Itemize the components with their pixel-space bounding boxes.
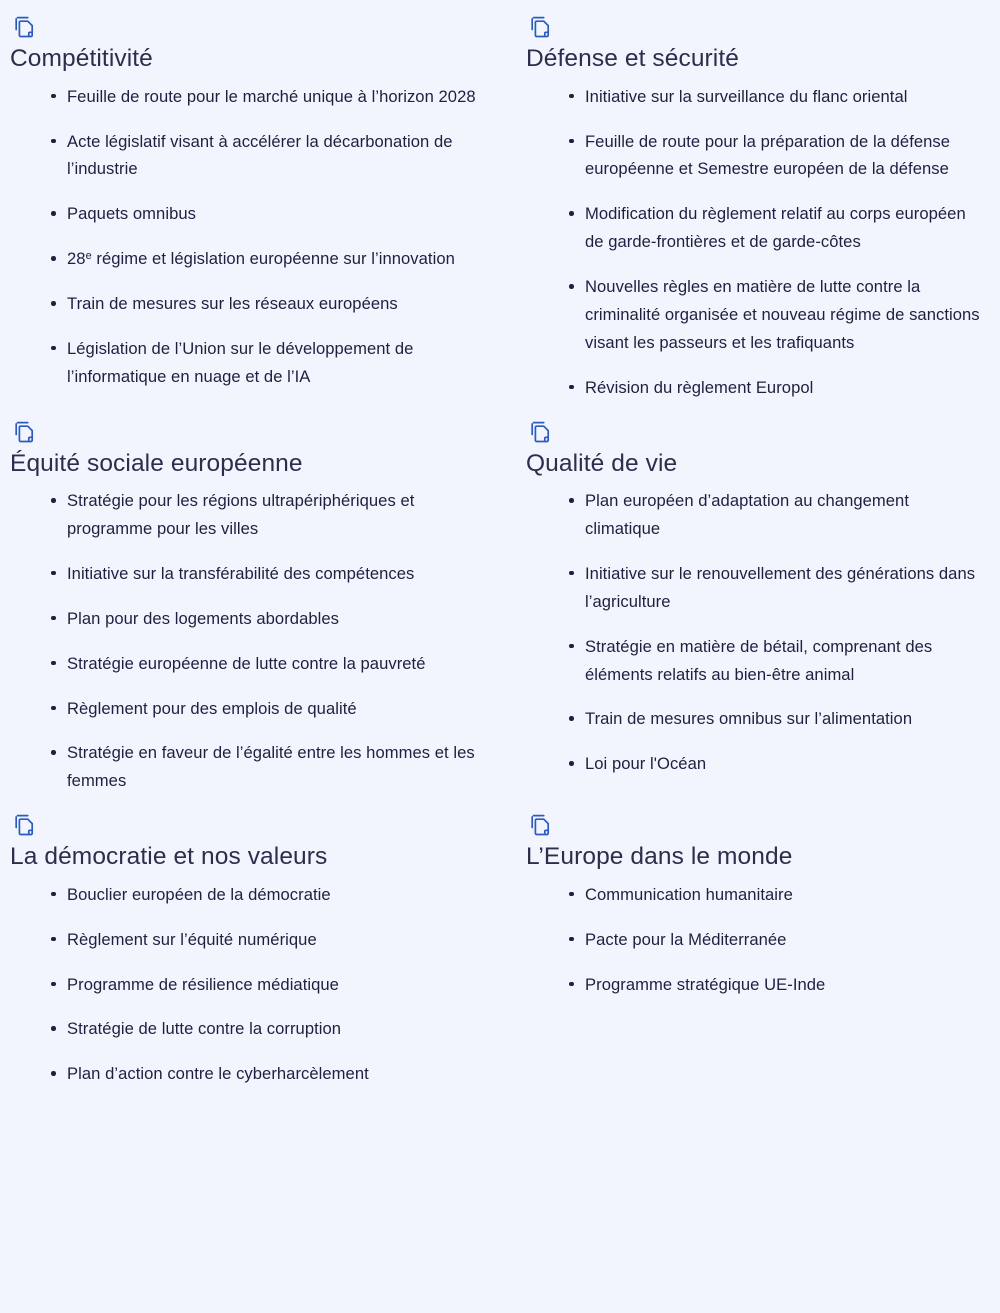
list-item — [50, 487, 504, 543]
list-item — [568, 374, 986, 402]
list-item — [568, 560, 986, 616]
list-item-text: Règlement sur l’équité numérique — [67, 929, 317, 949]
list-item — [50, 245, 504, 273]
list-item-text: Feuille de route pour le marché unique à l’horizon 2028 — [67, 86, 476, 106]
list-item-text: Règlement pour des emplois de qualité — [67, 698, 357, 718]
list-item — [568, 705, 986, 733]
section-item-list — [10, 881, 504, 1088]
section-item-list — [518, 83, 986, 402]
list-item — [50, 83, 504, 111]
list-item-text: Initiative sur la surveillance du flanc oriental — [585, 86, 908, 106]
list-item-text: Feuille de route pour la préparation de la défense européenne et Semestre européen de la défense — [585, 131, 951, 179]
list-item-text: Stratégie de lutte contre la corruption — [67, 1019, 342, 1039]
list-item-text: Bouclier européen de la démocratie — [67, 884, 331, 904]
list-item-text: Programme stratégique UE-Inde — [585, 974, 826, 994]
list-item-text: Plan européen d’adaptation au changement climatique — [585, 491, 909, 538]
section-la-democratie-et-nos-valeurs — [10, 812, 518, 1105]
list-item-text: Stratégie pour les régions ultrapériphériques et programme pour les villes — [67, 491, 415, 538]
list-item-text: Plan d’action contre le cyberharcèlement — [67, 1064, 369, 1084]
list-item — [568, 273, 986, 357]
list-item-text: Modification du règlement relatif au corps européen de garde-frontières et de garde-côtes — [585, 204, 966, 252]
list-item — [568, 926, 986, 954]
list-item-text: Initiative sur le renouvellement des générations dans l’agriculture — [585, 563, 976, 611]
list-item — [50, 971, 504, 999]
documents-copy-icon — [11, 14, 37, 40]
list-item-text: Stratégie européenne de lutte contre la pauvreté — [67, 653, 426, 673]
section-title: L’Europe dans le monde — [526, 843, 793, 871]
list-item — [50, 695, 504, 723]
documents-copy-icon — [527, 14, 553, 40]
list-item — [50, 1060, 504, 1088]
documents-copy-icon — [11, 812, 37, 838]
list-item — [50, 128, 504, 184]
section-title: Compétitivité — [10, 45, 153, 72]
list-item-text: Acte législatif visant à accélérer la décarbonation de l’industrie — [67, 131, 453, 179]
list-item-text: Stratégie en matière de bétail, comprenant des éléments relatifs au bien-être animal — [585, 636, 933, 684]
list-item — [50, 926, 504, 954]
section-competitivite — [10, 14, 518, 419]
list-item-text: Stratégie en faveur de l’égalité entre les hommes et les femmes — [67, 743, 475, 791]
list-item-text: Révision du règlement Europol — [585, 377, 814, 397]
documents-copy-icon — [527, 812, 553, 838]
list-item — [568, 200, 986, 256]
list-item — [568, 971, 986, 999]
list-item-text: 28e régime et législation européenne sur l’innovation — [67, 249, 455, 269]
section-qualite-de-vie — [518, 419, 1000, 813]
list-item — [568, 750, 986, 778]
documents-copy-icon — [527, 419, 553, 445]
list-item — [568, 487, 986, 543]
list-item — [50, 335, 504, 391]
section-item-list — [10, 487, 504, 795]
documents-copy-icon — [11, 419, 37, 445]
list-item — [568, 128, 986, 184]
section-item-list — [10, 83, 504, 391]
list-item — [50, 200, 504, 228]
list-item-text: Paquets omnibus — [67, 204, 196, 224]
list-item — [50, 560, 504, 588]
list-item — [568, 83, 986, 111]
list-item — [50, 605, 504, 633]
list-item — [50, 739, 504, 795]
list-item — [568, 633, 986, 689]
list-item-text: Pacte pour la Méditerranée — [585, 929, 787, 949]
list-item — [50, 650, 504, 678]
section-title: Défense et sécurité — [526, 45, 739, 72]
section-title: La démocratie et nos valeurs — [10, 843, 328, 871]
list-item-text: Train de mesures sur les réseaux européens — [67, 294, 398, 313]
list-item-text: Programme de résilience médiatique — [67, 974, 339, 994]
list-item-text: Initiative sur la transférabilité des compétences — [67, 563, 415, 583]
section-title: Qualité de vie — [526, 449, 678, 477]
list-item-text: Train de mesures omnibus sur l’alimentation — [585, 709, 913, 729]
list-item — [568, 881, 986, 909]
section-item-list — [518, 881, 986, 999]
list-item-text: Nouvelles règles en matière de lutte contre la criminalité organisée et nouveau régime de sanctions visant les passeurs et les trafiquants — [585, 277, 980, 352]
list-item — [50, 290, 504, 318]
section-title: Équité sociale européenne — [10, 449, 303, 477]
list-item — [50, 1015, 504, 1043]
section-l-europe-dans-le-monde — [518, 812, 1000, 1105]
list-item-text: Loi pour l'Océan — [585, 754, 707, 774]
list-item-text: Plan pour des logements abordables — [67, 608, 339, 628]
list-item-text: Législation de l’Union sur le développement de l’informatique en nuage et de l’IA — [67, 338, 414, 386]
section-defense-et-securite — [518, 14, 1000, 419]
list-item-text: Communication humanitaire — [585, 884, 793, 904]
section-equite-sociale-europeenne — [10, 419, 518, 813]
list-item — [50, 881, 504, 909]
section-item-list — [518, 487, 986, 778]
